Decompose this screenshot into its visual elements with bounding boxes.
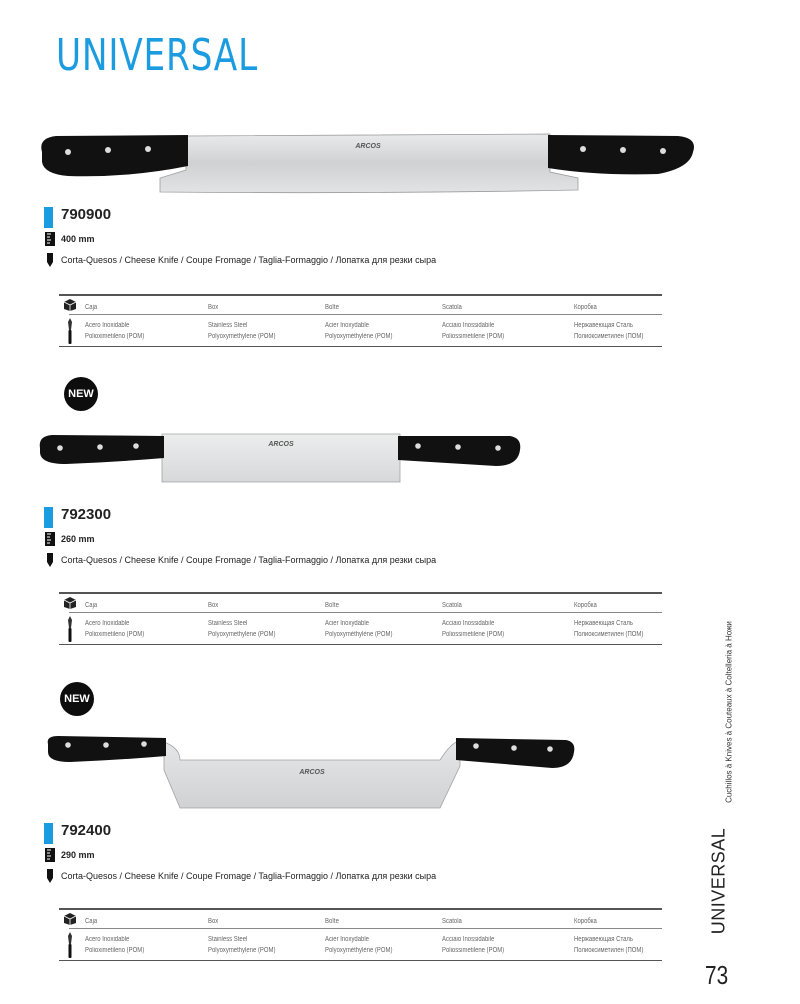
table-rule — [69, 314, 662, 315]
product-790900 — [44, 206, 694, 272]
side-categories — [722, 612, 736, 812]
page-number: 73 — [705, 960, 729, 990]
packaging-ru: Коробка — [574, 602, 597, 609]
side-categories-text: Cuchillos à Knives à Couteaux à Coltelleria à Ножи — [724, 621, 734, 803]
material-2-it: Poliossimetilene (POM) — [442, 333, 505, 340]
box-icon — [63, 299, 77, 311]
knife-icon — [44, 869, 56, 883]
material-1-fr: Acier Inoxydable — [325, 936, 370, 943]
knife-image-792400 — [40, 730, 580, 810]
size-row — [44, 230, 694, 251]
brand-mark: ARCOS — [355, 143, 381, 150]
packaging-fr: Boîte — [325, 602, 339, 609]
material-2-ru: Полиоксиметилен (ПОМ) — [574, 333, 644, 340]
code-accent-bar — [44, 823, 53, 844]
page-title: UNIVERSAL — [56, 30, 258, 81]
material-2-es: Polioximetileno (POM) — [85, 333, 145, 340]
material-2-es: Polioximetileno (POM) — [85, 947, 145, 954]
material-1-es: Acero Inoxidable — [85, 322, 130, 329]
ruler-icon — [44, 532, 56, 546]
table-rule — [59, 592, 662, 594]
product-size: 400 mm — [61, 234, 95, 244]
packaging-en: Box — [208, 304, 219, 311]
packaging-it: Scatola — [442, 602, 462, 609]
material-2-en: Polyoxymethylene (POM) — [208, 947, 276, 954]
packaging-es: Caja — [85, 602, 98, 609]
size-row — [44, 530, 694, 551]
material-2-fr: Polyoxyméthylène (POM) — [325, 947, 393, 954]
ruler-icon — [44, 848, 56, 862]
table-rule — [69, 928, 662, 929]
product-description: Corta-Quesos / Cheese Knife / Coupe Fromage / Taglia-Formaggio / Лопатка для резки сыра — [61, 871, 437, 881]
product-code-row — [44, 822, 694, 846]
product-size: 260 mm — [61, 534, 95, 544]
box-icon — [63, 913, 77, 925]
code-accent-bar — [44, 207, 53, 228]
material-1-ru: Нержавеющая Сталь — [574, 322, 633, 329]
material-1-it: Acciaio Inossidabile — [442, 936, 495, 943]
product-code: 792400 — [61, 822, 112, 839]
product-description: Corta-Quesos / Cheese Knife / Coupe Fromage / Taglia-Formaggio / Лопатка для резки сыра — [61, 555, 437, 565]
product-792400 — [44, 822, 694, 888]
material-2-en: Polyoxymethylene (POM) — [208, 333, 276, 340]
material-1-es: Acero Inoxidable — [85, 936, 130, 943]
material-1-ru: Нержавеющая Сталь — [574, 620, 633, 627]
table-rule — [59, 644, 662, 645]
product-size: 290 mm — [61, 850, 95, 860]
table-rule — [69, 612, 662, 613]
material-1-fr: Acier Inoxydable — [325, 620, 370, 627]
description-row — [44, 867, 694, 888]
description-row — [44, 551, 694, 572]
table-rule — [59, 346, 662, 347]
knife-icon — [44, 253, 56, 267]
table-rule — [59, 908, 662, 910]
material-2-en: Polyoxymethylene (POM) — [208, 631, 276, 638]
material-2-fr: Polyoxyméthylène (POM) — [325, 631, 393, 638]
brand-mark: ARCOS — [299, 769, 325, 776]
product-description: Corta-Quesos / Cheese Knife / Coupe Fromage / Taglia-Formaggio / Лопатка для резки сыра — [61, 255, 437, 265]
packaging-ru: Коробка — [574, 918, 597, 925]
packaging-en: Box — [208, 918, 219, 925]
blade-icon — [67, 932, 73, 958]
packaging-fr: Boîte — [325, 918, 339, 925]
box-icon — [63, 597, 77, 609]
packaging-es: Caja — [85, 918, 98, 925]
material-2-es: Polioximetileno (POM) — [85, 631, 145, 638]
material-1-es: Acero Inoxidable — [85, 620, 130, 627]
code-accent-bar — [44, 507, 53, 528]
size-row — [44, 846, 694, 867]
material-2-ru: Полиоксиметилен (ПОМ) — [574, 947, 644, 954]
material-1-ru: Нержавеющая Сталь — [574, 936, 633, 943]
material-2-fr: Polyoxyméthylène (POM) — [325, 333, 393, 340]
knife-image-790900 — [38, 128, 698, 198]
product-code: 792300 — [61, 506, 112, 523]
product-792300 — [44, 506, 694, 572]
packaging-en: Box — [208, 602, 219, 609]
new-badge: NEW — [60, 682, 94, 716]
material-2-ru: Полиоксиметилен (ПОМ) — [574, 631, 644, 638]
product-code-row — [44, 206, 694, 230]
blade-icon — [67, 318, 73, 344]
ruler-icon — [44, 232, 56, 246]
new-badge: NEW — [64, 377, 98, 411]
material-1-en: Stainless Steel — [208, 322, 248, 329]
table-rule — [59, 294, 662, 296]
packaging-fr: Boîte — [325, 304, 339, 311]
blade-icon — [67, 616, 73, 642]
knife-icon — [44, 553, 56, 567]
brand-mark: ARCOS — [268, 441, 294, 448]
material-1-fr: Acier Inoxydable — [325, 322, 370, 329]
material-1-it: Acciaio Inossidabile — [442, 620, 495, 627]
packaging-it: Scatola — [442, 304, 462, 311]
material-2-it: Poliossimetilene (POM) — [442, 631, 505, 638]
product-code-row — [44, 506, 694, 530]
material-2-it: Poliossimetilene (POM) — [442, 947, 505, 954]
material-1-en: Stainless Steel — [208, 936, 248, 943]
material-1-it: Acciaio Inossidabile — [442, 322, 495, 329]
product-code: 790900 — [61, 206, 112, 223]
packaging-it: Scatola — [442, 918, 462, 925]
knife-image-792300 — [36, 430, 524, 488]
material-1-en: Stainless Steel — [208, 620, 248, 627]
packaging-es: Caja — [85, 304, 98, 311]
packaging-ru: Коробка — [574, 304, 597, 311]
description-row — [44, 251, 694, 272]
side-section-title — [706, 826, 732, 936]
side-title-text: UNIVERSAL — [708, 827, 729, 935]
table-rule — [59, 960, 662, 961]
